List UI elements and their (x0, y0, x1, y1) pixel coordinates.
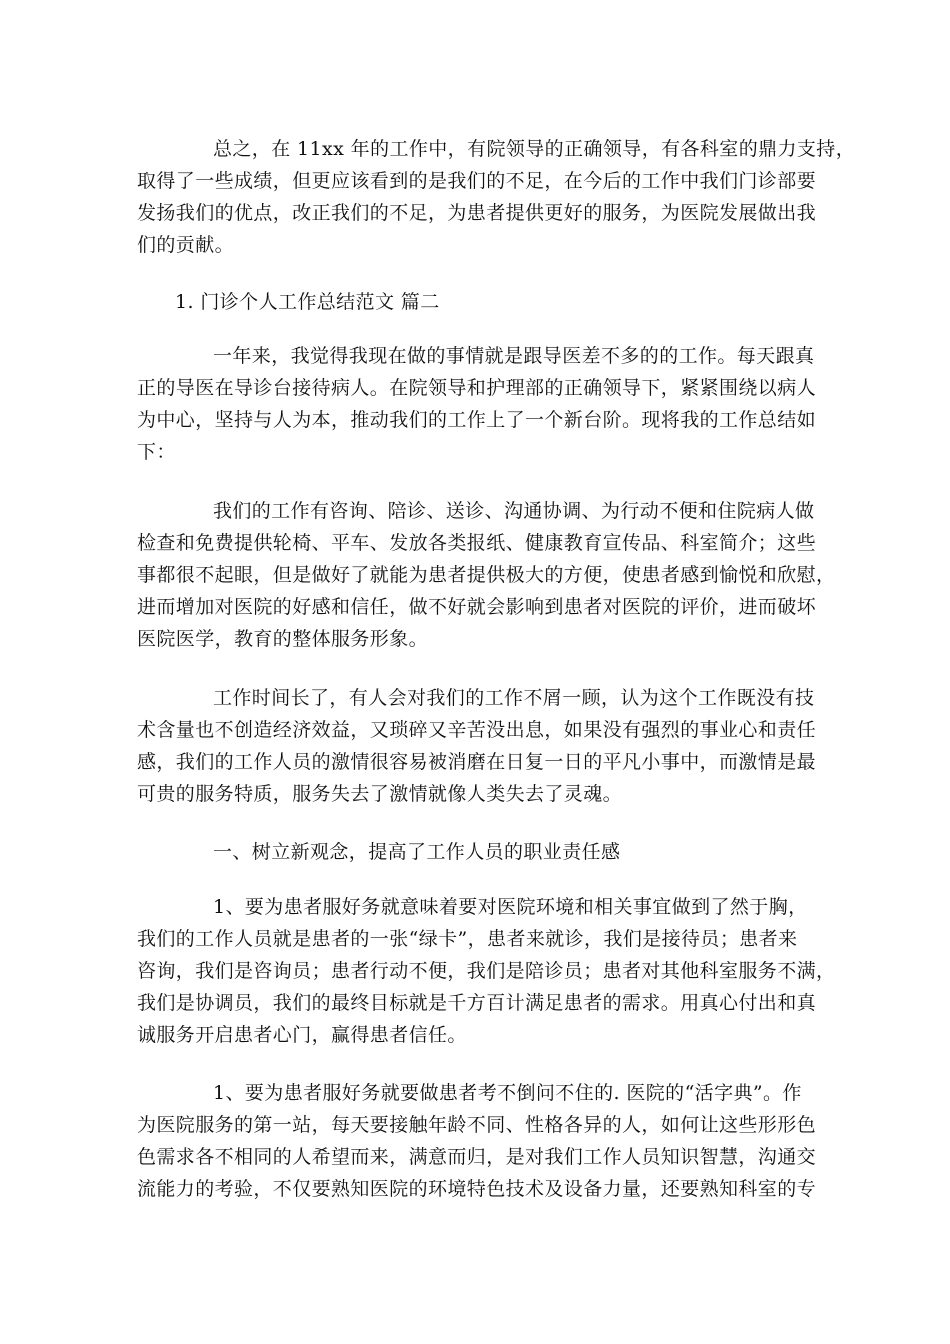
text-line: 我们是协调员，我们的最终目标就是千方百计满足患者的需求。用真心付出和真 (137, 992, 817, 1014)
paragraph-point-one (137, 891, 836, 1051)
paragraph-intro (137, 340, 832, 468)
text-line: 色需求各不相同的人希望而来，满意而归，是对我们工作人员知识智慧，沟通交 (137, 1146, 817, 1168)
heading-text: 一、树立新观念，提高了工作人员的职业责任感 (213, 841, 621, 863)
text-line: 诚服务开启患者心门，赢得患者信任。 (137, 1024, 467, 1046)
text-line: 流能力的考验，不仅要熟知医院的环境特色技术及设备力量，还要熟知科室的专 (137, 1178, 817, 1200)
text-line: 1、要为患者服好务就意味着要对医院环境和相关事宜做到了然于胸， (213, 896, 808, 918)
text-line: 发扬我们的优点，改正我们的不足，为患者提供更好的服务，为医院发展做出我 (137, 202, 817, 224)
subsection-heading (137, 836, 832, 868)
text-line: 我们的工作人员就是患者的一张“绿卡”，患者来就诊，我们是接待员；患者来 (137, 928, 798, 950)
paragraph-work-content (137, 495, 836, 655)
text-line: 事都很不起眼，但是做好了就能为患者提供极大的方便，使患者感到愉悦和欣慰， (137, 564, 836, 586)
text-line: 1、要为患者服好务就要做患者考不倒问不住的. 医院的“活字典”。作 (213, 1082, 802, 1104)
text-line: 总之，在 11xx 年的工作中，有院领导的正确领导，有各科室的鼎力支持， (213, 138, 856, 160)
text-line: 工作时间长了，有人会对我们的工作不屑一顾，认为这个工作既没有技 (213, 687, 815, 709)
paragraph-passion (137, 682, 832, 810)
text-line: 为中心，坚持与人为本，推动我们的工作上了一个新台阶。现将我的工作总结如 (137, 409, 817, 431)
text-line: 正的导医在导诊台接待病人。在院领导和护理部的正确领导下，紧紧围绕以病人 (137, 377, 817, 399)
text-line: 下： (137, 441, 176, 463)
heading-text: 1. 门诊个人工作总结范文 篇二 (175, 291, 440, 313)
paragraph-point-two (137, 1077, 832, 1205)
paragraph-conclusion (137, 133, 856, 261)
text-line: 可贵的服务特质，服务失去了激情就像人类失去了灵魂。 (137, 783, 623, 805)
text-line: 取得了一些成绩，但更应该看到的是我们的不足，在今后的工作中我们门诊部要 (137, 170, 817, 192)
text-line: 感，我们的工作人员的激情很容易被消磨在日复一日的平凡小事中，而激情是最 (137, 751, 817, 773)
text-line: 为医院服务的第一站，每天要接触年龄不同、性格各异的人，如何让这些形形色 (137, 1114, 817, 1136)
text-line: 们的贡献。 (137, 234, 235, 256)
text-line: 术含量也不创造经济效益，又琐碎又辛苦没出息，如果没有强烈的事业心和责任 (137, 719, 817, 741)
text-line: 咨询，我们是咨询员；患者行动不便，我们是陪诊员；患者对其他科室服务不满， (137, 960, 836, 982)
text-line: 一年来，我觉得我现在做的事情就是跟导医差不多的的工作。每天跟真 (213, 345, 815, 367)
text-line: 检查和免费提供轮椅、平车、发放各类报纸、健康教育宣传品、科室简介；这些 (137, 532, 817, 554)
text-line: 医院医学，教育的整体服务形象。 (137, 628, 429, 650)
text-line: 我们的工作有咨询、陪诊、送诊、沟通协调、为行动不便和住院病人做 (213, 500, 815, 522)
section-heading (137, 286, 832, 318)
text-line: 进而增加对医院的好感和信任，做不好就会影响到患者对医院的评价，进而破坏 (137, 596, 817, 618)
